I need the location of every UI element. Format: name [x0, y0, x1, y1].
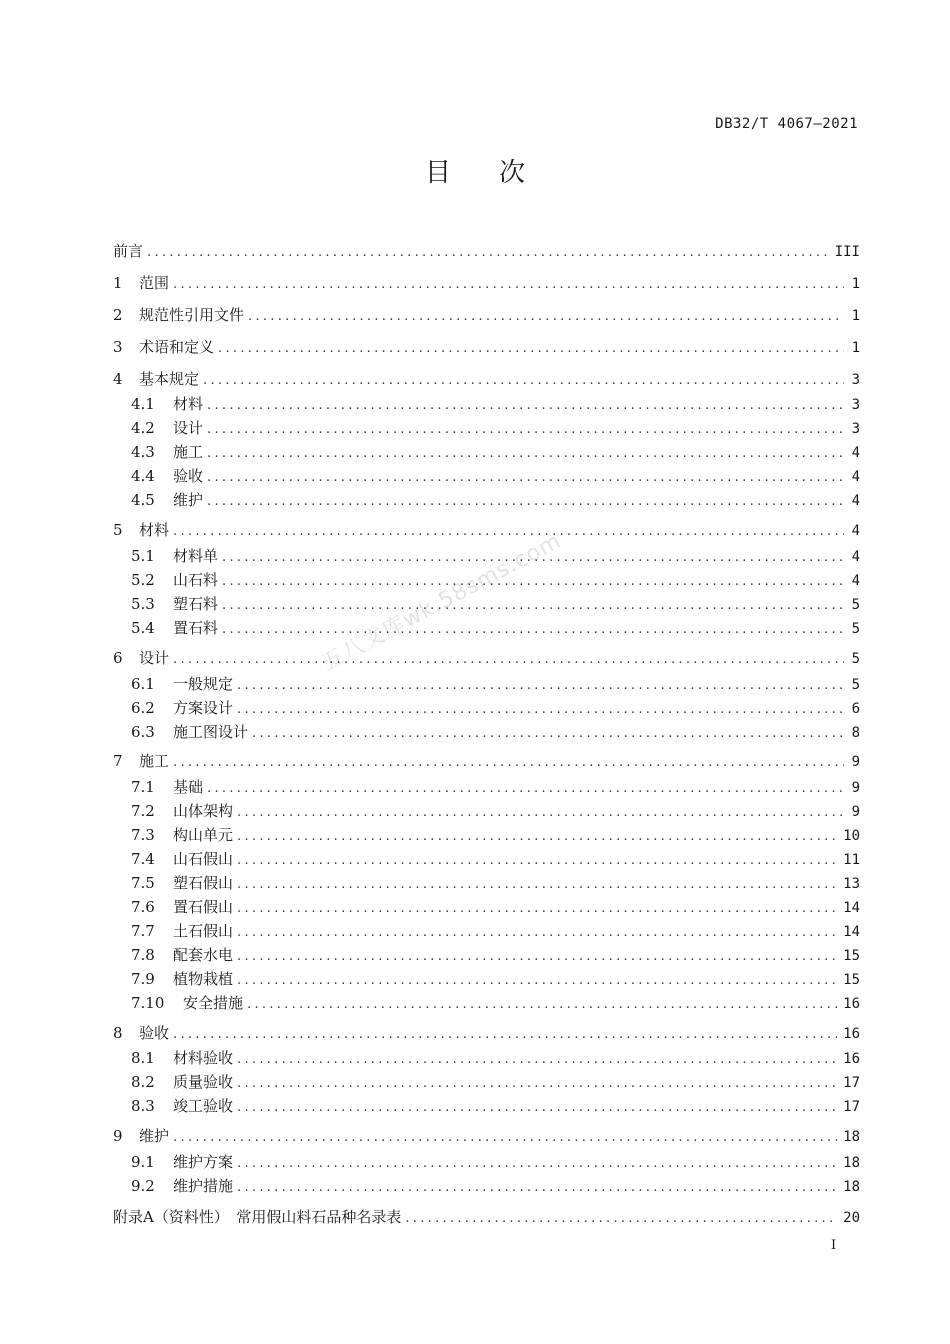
toc-entry[interactable]	[113, 441, 860, 463]
toc-entry-page: 1	[851, 276, 860, 292]
toc-entry[interactable]	[113, 800, 860, 822]
toc-leader-dots	[237, 874, 837, 896]
watermark: 五八文库wk.58sms.com	[317, 528, 566, 677]
toc-entry-number: 9.1	[131, 1153, 155, 1171]
toc-entry-page: 9	[851, 804, 860, 820]
toc-entry-label: 术语和定义	[139, 338, 215, 356]
toc-entry[interactable]	[113, 1071, 860, 1093]
document-code: DB32/T 4067—2021	[715, 116, 858, 132]
toc-entry-label: 植物栽植	[173, 970, 234, 988]
toc-entry-page: 15	[843, 972, 860, 988]
toc-entry-label: 配套水电	[173, 946, 234, 964]
toc-entry-label: 附录A（资料性） 常用假山料石品种名录表	[113, 1208, 402, 1226]
toc-leader-dots	[207, 467, 844, 489]
toc-entry[interactable]	[113, 569, 860, 591]
toc-entry-page: 1	[851, 308, 860, 324]
toc-entry[interactable]	[113, 750, 860, 772]
toc-entry-number: 4.4	[131, 467, 155, 485]
toc-entry-label: 维护	[139, 1127, 170, 1145]
toc-entry-number: 8.3	[131, 1097, 155, 1115]
toc-entry[interactable]	[113, 1151, 860, 1173]
toc-leader-dots	[237, 826, 837, 848]
toc-leader-dots	[173, 1024, 837, 1046]
toc-entry-number: 8.2	[131, 1073, 155, 1091]
toc-entry-number: 5	[113, 521, 123, 539]
toc-entry-label: 质量验收	[173, 1073, 234, 1091]
toc-entry[interactable]	[113, 896, 860, 918]
toc-entry-number: 7.10	[131, 994, 165, 1012]
toc-entry-page: 5	[851, 597, 860, 613]
toc-entry[interactable]	[113, 721, 860, 743]
toc-entry[interactable]	[113, 417, 860, 439]
toc-leader-dots	[207, 395, 844, 417]
toc-entry[interactable]	[113, 593, 860, 615]
toc-entry[interactable]	[113, 872, 860, 894]
toc-entry-number: 7.7	[131, 922, 155, 940]
toc-entry-page: 4	[851, 573, 860, 589]
toc-leader-dots	[173, 1127, 837, 1149]
toc-entry-page: 16	[843, 1051, 860, 1067]
toc-leader-dots	[237, 922, 837, 944]
toc-entry[interactable]	[113, 673, 860, 695]
toc-entry-number: 4.1	[131, 395, 155, 413]
toc-entry-number: 5.3	[131, 595, 155, 613]
toc-entry[interactable]	[113, 240, 860, 262]
toc-entry-number: 7.5	[131, 874, 155, 892]
toc-entry-label: 前言	[113, 242, 144, 260]
toc-entry-label: 材料	[173, 395, 204, 413]
toc-leader-dots	[218, 338, 844, 360]
toc-entry[interactable]	[113, 1047, 860, 1069]
toc-entry-page: 4	[851, 469, 860, 485]
toc-entry-number: 6	[113, 649, 123, 667]
toc-entry-label: 山石料	[173, 571, 219, 589]
toc-leader-dots	[207, 491, 844, 513]
toc-leader-dots	[173, 274, 844, 296]
toc-leader-dots	[173, 649, 844, 671]
toc-entry-page: 4	[851, 493, 860, 509]
toc-entry-label: 施工图设计	[173, 723, 249, 741]
toc-entry-page: 4	[851, 445, 860, 461]
toc-entry-page: 3	[851, 372, 860, 388]
toc-entry[interactable]	[113, 992, 860, 1014]
toc-entry-page: 14	[843, 924, 860, 940]
toc-entry-number: 3	[113, 338, 123, 356]
toc-entry[interactable]	[113, 848, 860, 870]
toc-entry-page: 17	[843, 1099, 860, 1115]
toc-entry-label: 验收	[139, 1024, 170, 1042]
toc-entry-page: 3	[851, 421, 860, 437]
toc-entry-label: 维护措施	[173, 1177, 234, 1195]
toc-leader-dots	[237, 1049, 837, 1071]
toc-leader-dots	[222, 571, 844, 593]
toc-entry-number: 7.4	[131, 850, 155, 868]
toc-entry-label: 规范性引用文件	[139, 306, 245, 324]
toc-entry-page: 11	[843, 852, 860, 868]
toc-entry[interactable]	[113, 647, 860, 669]
toc-entry[interactable]	[113, 1206, 860, 1228]
toc-entry[interactable]	[113, 697, 860, 719]
toc-leader-dots	[207, 778, 844, 800]
toc-entry-number: 6.2	[131, 699, 155, 717]
toc-entry-page: 20	[843, 1210, 860, 1226]
toc-entry-number: 5.4	[131, 619, 155, 637]
toc-entry-number: 4.3	[131, 443, 155, 461]
toc-entry-number: 6.1	[131, 675, 155, 693]
toc-entry-number: 4.5	[131, 491, 155, 509]
toc-leader-dots	[237, 850, 837, 872]
toc-entry[interactable]	[113, 336, 860, 358]
toc-entry-page: 3	[851, 397, 860, 413]
toc-entry-page: 18	[843, 1155, 860, 1171]
toc-entry[interactable]	[113, 1095, 860, 1117]
toc-entry-number: 6.3	[131, 723, 155, 741]
toc-leader-dots	[207, 443, 844, 465]
toc-entry-number: 7.8	[131, 946, 155, 964]
toc-entry[interactable]	[113, 1022, 860, 1044]
title-char-1: 目	[424, 158, 451, 188]
toc-leader-dots	[405, 1208, 837, 1230]
toc-entry[interactable]	[113, 368, 860, 390]
toc-entry-number: 7.2	[131, 802, 155, 820]
toc-entry[interactable]	[113, 393, 860, 415]
toc-entry-label: 基础	[173, 778, 204, 796]
toc-entry-label: 材料验收	[173, 1049, 234, 1067]
toc-entry-number: 7.9	[131, 970, 155, 988]
toc-entry-label: 塑石假山	[173, 874, 234, 892]
toc-entry-label: 土石假山	[173, 922, 234, 940]
page-title	[0, 152, 950, 189]
toc-entry-page: 1	[851, 340, 860, 356]
toc-entry-number: 7.3	[131, 826, 155, 844]
toc-leader-dots	[222, 547, 844, 569]
toc-leader-dots	[222, 619, 844, 641]
toc-entry-label: 基本规定	[139, 370, 200, 388]
toc-entry-number: 9.2	[131, 1177, 155, 1195]
toc-entry-number: 9	[113, 1127, 123, 1145]
toc-entry[interactable]	[113, 824, 860, 846]
title-char-2: 次	[499, 158, 526, 188]
toc-entry-page: 5	[851, 677, 860, 693]
toc-entry-page: 4	[851, 523, 860, 539]
toc-entry-label: 材料	[139, 521, 170, 539]
toc-leader-dots	[237, 970, 837, 992]
toc-leader-dots	[237, 675, 844, 697]
toc-leader-dots	[173, 752, 844, 774]
toc-leader-dots	[237, 802, 844, 824]
toc-leader-dots	[207, 419, 844, 441]
toc-entry-page: 8	[851, 725, 860, 741]
toc-entry-page: 9	[851, 780, 860, 796]
toc-entry-number: 8	[113, 1024, 123, 1042]
toc-leader-dots	[237, 699, 844, 721]
toc-leader-dots	[237, 1177, 837, 1199]
toc-entry-page: 10	[843, 828, 860, 844]
toc-entry[interactable]	[113, 968, 860, 990]
toc-leader-dots	[203, 370, 844, 392]
toc-entry-label: 设计	[173, 419, 204, 437]
toc-entry-page: 14	[843, 900, 860, 916]
toc-entry-page: 5	[851, 651, 860, 667]
toc-entry-number: 7.6	[131, 898, 155, 916]
toc-entry-number: 7	[113, 752, 123, 770]
toc-entry-page: 17	[843, 1075, 860, 1091]
toc-entry-number: 5.2	[131, 571, 155, 589]
toc-entry-number: 4.2	[131, 419, 155, 437]
toc-entry-page: 18	[843, 1129, 860, 1145]
toc-entry[interactable]	[113, 545, 860, 567]
toc-entry-page: 18	[843, 1179, 860, 1195]
toc-entry-label: 材料单	[173, 547, 219, 565]
toc-leader-dots	[237, 1097, 837, 1119]
toc-leader-dots	[248, 306, 844, 328]
toc-entry-page: 4	[851, 549, 860, 565]
toc-entry-label: 置石料	[173, 619, 219, 637]
toc-entry[interactable]	[113, 944, 860, 966]
toc-entry-label: 一般规定	[173, 675, 234, 693]
toc-leader-dots	[247, 994, 837, 1016]
toc-entry-page: 6	[851, 701, 860, 717]
toc-entry-label: 竣工验收	[173, 1097, 234, 1115]
toc-entry[interactable]	[113, 1125, 860, 1147]
toc-entry-label: 施工	[139, 752, 170, 770]
toc-entry-number: 4	[113, 370, 123, 388]
toc-entry-page: 15	[843, 948, 860, 964]
toc-entry-page: 16	[843, 1026, 860, 1042]
toc-entry-number: 8.1	[131, 1049, 155, 1067]
toc-entry-number: 2	[113, 306, 123, 324]
toc-entry-page: 9	[851, 754, 860, 770]
toc-entry[interactable]	[113, 465, 860, 487]
toc-entry-label: 置石假山	[173, 898, 234, 916]
toc-leader-dots	[147, 242, 829, 264]
toc-entry[interactable]	[113, 489, 860, 511]
toc-entry-number: 1	[113, 274, 123, 292]
toc-entry-label: 范围	[139, 274, 170, 292]
toc-entry[interactable]	[113, 617, 860, 639]
toc-entry-label: 维护	[173, 491, 204, 509]
toc-entry[interactable]	[113, 519, 860, 541]
toc-entry-label: 维护方案	[173, 1153, 234, 1171]
toc-entry-label: 安全措施	[183, 994, 244, 1012]
toc-leader-dots	[173, 521, 844, 543]
toc-leader-dots	[237, 898, 837, 920]
toc-entry-label: 施工	[173, 443, 204, 461]
toc-entry[interactable]	[113, 1175, 860, 1197]
toc-entry-page: 13	[843, 876, 860, 892]
toc-entry-label: 验收	[173, 467, 204, 485]
toc-leader-dots	[237, 1073, 837, 1095]
page-number: I	[831, 1238, 837, 1253]
toc-entry-label: 方案设计	[173, 699, 234, 717]
toc-entry-number: 7.1	[131, 778, 155, 796]
toc-entry-label: 山体架构	[173, 802, 234, 820]
toc-entry-page: III	[834, 244, 860, 260]
toc-entry[interactable]	[113, 272, 860, 294]
toc-entry-number: 5.1	[131, 547, 155, 565]
toc-entry[interactable]	[113, 776, 860, 798]
toc-leader-dots	[222, 595, 844, 617]
toc-entry-page: 5	[851, 621, 860, 637]
toc-entry[interactable]	[113, 920, 860, 942]
toc-entry-label: 设计	[139, 649, 170, 667]
toc-entry-label: 塑石料	[173, 595, 219, 613]
toc-leader-dots	[237, 1153, 837, 1175]
toc-leader-dots	[237, 946, 837, 968]
toc-leader-dots	[252, 723, 844, 745]
toc-entry[interactable]	[113, 304, 860, 326]
toc-entry-label: 山石假山	[173, 850, 234, 868]
toc-entry-label: 构山单元	[173, 826, 234, 844]
toc-entry-page: 16	[843, 996, 860, 1012]
